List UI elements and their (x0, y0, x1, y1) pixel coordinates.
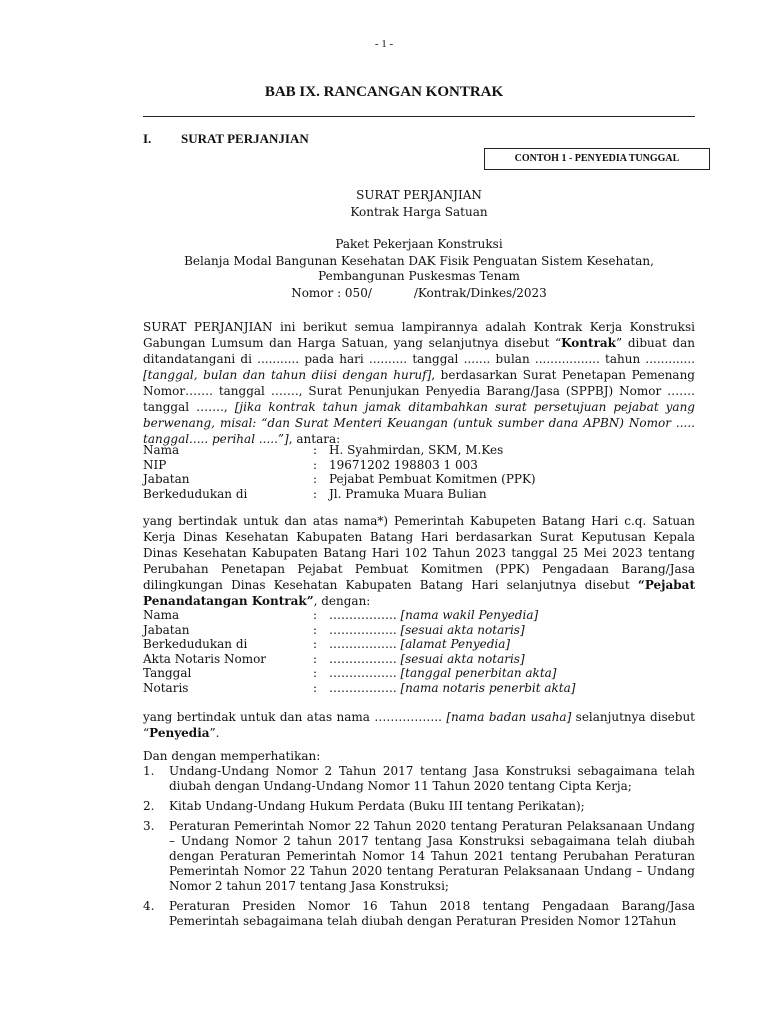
penyedia-row (143, 652, 703, 667)
section-title: SURAT PERJANJIAN (181, 131, 309, 146)
title-divider (143, 116, 695, 117)
penyedia-label: Berkedudukan di (143, 637, 248, 651)
ppk-details (143, 443, 703, 501)
intro-text-1: SURAT PERJANJIAN ini berikut semua lampirannya adalah Kontrak Kerja Konstruksi Gabungan Lumsum dan Harga Satuan, yang selanjutnya disebut “ (143, 320, 695, 350)
penyedia-dots: …………….. (329, 637, 401, 651)
penyedia-hint: [nama notaris penerbit akta] (400, 680, 576, 695)
list-number: 4. (143, 899, 155, 913)
after-text-2: selanjutnya disebut “ (143, 710, 695, 740)
penyedia-dots: …………….. (329, 608, 401, 622)
list-number: 2. (143, 799, 155, 813)
ppk-row (143, 487, 703, 502)
list-number: 1. (143, 764, 155, 778)
after-penyedia-term: Penyedia (149, 726, 210, 740)
heading-line-3: Paket Pekerjaan Konstruksi (335, 237, 503, 251)
penyedia-dots: …………….. (329, 680, 401, 695)
intro-text-3: , berdasarkan Surat Penetapan Pemenang Nomor……. tanggal ……., Surat Penunjukan Penyedia Barang/Jasa (SPPBJ) Nomor ……. tanggal ……., (143, 368, 695, 414)
representation-paragraph (143, 513, 695, 609)
penyedia-hint: [tanggal penerbitan akta] (400, 666, 557, 680)
ppk-colon: : (313, 457, 318, 472)
penyedia-row (143, 637, 703, 652)
mid-ppk-term: “Pejabat Penandatangan Kontrak” (143, 578, 695, 608)
penyedia-details (143, 608, 703, 695)
heading-line-5: Pembangunan Puskesmas Tenam (318, 269, 520, 283)
contract-number: Nomor : 050/ /Kontrak/Dinkes/2023 (291, 286, 547, 300)
ppk-value: 19671202 198803 1 003 (329, 457, 478, 472)
legal-basis-list (143, 764, 695, 934)
ppk-row (143, 472, 703, 487)
penyedia-label: Notaris (143, 680, 189, 695)
heading-line-4: Belanja Modal Bangunan Kesehatan DAK Fisik Penguatan Sistem Kesehatan, (184, 254, 654, 268)
intro-hint-multiyear: [jika kontrak tahun jamak ditambahkan surat persetujuan pejabat yang berwenang, misal: “dan Surat Menteri Keuangan (untuk sumber dana APBN) Nomor ..... tanggal..... perihal .....”] (143, 400, 695, 446)
ppk-label: Berkedudukan di (143, 486, 248, 501)
template-badge: CONTOH 1 - PENYEDIA TUNGGAL (484, 148, 710, 170)
after-text-1: yang bertindak untuk dan atas nama …………….. (143, 710, 447, 724)
intro-paragraph (143, 319, 695, 447)
after-text-3: ”. (209, 726, 220, 740)
penyedia-colon: : (313, 622, 318, 637)
list-item (143, 899, 695, 929)
penyedia-colon: : (313, 680, 318, 695)
list-text: Peraturan Pemerintah Nomor 22 Tahun 2020 tentang Peraturan Pelaksanaan Undang – Undang Nomor 2 tahun 2017 tentang Jasa Konstruksi sebagaimana telah diubah dengan Peraturan Pemerintah Nomor 14 Tahun 2021 tentang Perubahan Peraturan Pemerintah Nomor 22 Tahun 2020 tentang Peraturan Pelaksanaan Undang – Undang Nomor 2 tahun 2017 tentang Jasa Konstruksi; (169, 819, 695, 893)
penyedia-label: Jabatan (143, 622, 190, 637)
page-number: - 1 - (374, 38, 394, 50)
penyedia-hint: [nama wakil Penyedia] (400, 608, 539, 622)
ppk-label: Nama (143, 443, 180, 457)
ppk-row (143, 443, 703, 458)
penyedia-row (143, 608, 703, 623)
ppk-colon: : (313, 472, 318, 486)
list-number: 3. (143, 819, 155, 833)
penyedia-dots: …………….. (329, 622, 401, 637)
heading-line-1: SURAT PERJANJIAN (356, 188, 482, 202)
intro-text-4: , antara: (288, 432, 341, 446)
ppk-value: H. Syahmirdan, SKM, M.Kes (329, 443, 504, 457)
ppk-row (143, 458, 703, 473)
penyedia-label: Nama (143, 608, 180, 622)
list-item (143, 764, 695, 794)
after-hint: [nama badan usaha] (446, 710, 572, 724)
intro-text-2: ” dibuat dan ditandatangani di ........... pada hari .......... tanggal ....... bulan ................. tahun ............. (143, 336, 695, 366)
penyedia-hint: [sesuai akta notaris] (400, 651, 525, 666)
mid-text-1: yang bertindak untuk dan atas nama*) Pemerintah Kabupeten Batang Hari c.q. Satuan Kerja Dinas Kesehatan Kabupaten Batang Hari berdasarkan Surat Keputusan Kepala Dinas Kesehatan Kabupaten Batang Hari 102 Tahun 2023 tanggal 25 Mei 2023 tentang Perubahan Penetapan Pejabat Pembuat Komitmen (PPK) Pengadaan Barang/Jasa dilingkungan Dinas Kesehatan Kabupaten Batang Hari selanjutnya disebut (143, 514, 695, 592)
list-item (143, 799, 695, 814)
penyedia-colon: : (313, 651, 318, 666)
list-text: Kitab Undang-Undang Hukum Perdata (Buku III tentang Perikatan); (169, 799, 585, 813)
ppk-colon: : (313, 486, 318, 501)
section-number: I. (143, 131, 152, 146)
intro-hint-date: [tanggal, bulan dan tahun diisi dengan huruf] (143, 368, 432, 382)
penyedia-label: Tanggal (143, 666, 192, 680)
list-item (143, 819, 695, 894)
penyedia-paragraph (143, 709, 695, 741)
penyedia-row (143, 623, 703, 638)
chapter-title: BAB IX. RANCANGAN KONTRAK (264, 84, 504, 100)
penyedia-row (143, 666, 703, 681)
penyedia-label: Akta Notaris Nomor (143, 651, 267, 666)
penyedia-dots: …………….. (329, 651, 401, 666)
penyedia-dots: …………….. (329, 666, 401, 680)
ppk-value: Pejabat Pembuat Komitmen (PPK) (329, 472, 536, 486)
ppk-label: Jabatan (143, 472, 190, 486)
penyedia-colon: : (313, 608, 318, 622)
penyedia-colon: : (313, 637, 318, 651)
heading-line-2: Kontrak Harga Satuan (350, 205, 488, 219)
ppk-colon: : (313, 443, 318, 457)
penyedia-colon: : (313, 666, 318, 680)
list-text: Undang-Undang Nomor 2 Tahun 2017 tentang Jasa Konstruksi sebagaimana telah diubah dengan Undang-Undang Nomor 11 Tahun 2020 tentang Cipta Kerja; (169, 764, 695, 793)
mid-text-2: , dengan: (313, 594, 371, 608)
ppk-value: Jl. Pramuka Muara Bulian (329, 486, 487, 501)
section-heading (143, 131, 309, 147)
list-text: Peraturan Presiden Nomor 16 Tahun 2018 tentang Pengadaan Barang/Jasa Pemerintah sebagaimana telah diubah dengan Peraturan Presiden Nomor 12Tahun (169, 899, 695, 928)
considering-intro: Dan dengan memperhatikan: (143, 749, 321, 763)
intro-kontrak-term: Kontrak (561, 336, 616, 350)
penyedia-hint: [alamat Penyedia] (400, 637, 511, 651)
penyedia-row (143, 681, 703, 696)
penyedia-hint: [sesuai akta notaris] (400, 622, 525, 637)
ppk-label: NIP (143, 457, 167, 472)
